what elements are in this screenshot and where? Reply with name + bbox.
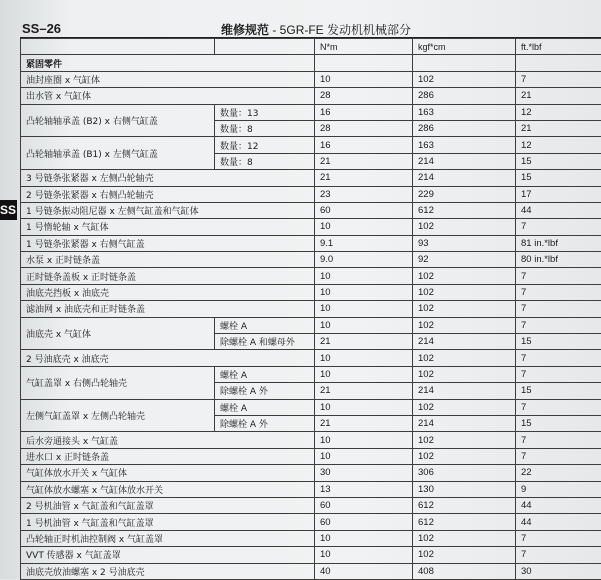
table-row	[21, 284, 601, 300]
part-name: 后水旁通接头 x 气缸盖	[21, 432, 315, 448]
torque-nm: 10	[315, 547, 413, 563]
torque-kgf: 286	[413, 88, 516, 104]
table-row	[21, 252, 601, 268]
torque-nm: 13	[315, 481, 413, 497]
torque-kgf: 214	[413, 334, 516, 350]
title-bold: 维修规范	[221, 23, 269, 37]
part-name: 油封座圈 x 气缸体	[21, 71, 315, 87]
torque-kgf: 163	[413, 137, 516, 153]
torque-nm: 10	[315, 399, 413, 415]
torque-kgf: 102	[413, 317, 516, 333]
torque-kgf: 130	[413, 481, 516, 497]
group-label: 紧固零件	[21, 55, 315, 71]
table-row	[21, 170, 601, 186]
table-row	[21, 530, 601, 546]
torque-kgf: 214	[413, 153, 516, 169]
torque-ft: 7	[516, 366, 601, 382]
part-name: 出水管 x 气缸体	[21, 88, 315, 104]
torque-kgf: 102	[413, 350, 516, 366]
torque-kgf: 102	[413, 448, 516, 464]
table-row	[21, 317, 601, 333]
part-name: 正时链条盖板 x 正时链条盖	[21, 268, 315, 284]
part-name: 凸轮轴正时机油控制阀 x 气缸盖罩	[21, 530, 315, 546]
part-name: 凸轮轴轴承盖 (B2) x 右侧气缸盖	[21, 104, 215, 137]
table-row	[21, 186, 601, 202]
sub-spec: 数量：8	[215, 120, 315, 136]
torque-kgf: 102	[413, 284, 516, 300]
torque-kgf: 214	[413, 170, 516, 186]
torque-nm: 10	[315, 219, 413, 235]
torque-ft: 21	[516, 120, 601, 136]
table-row	[21, 88, 601, 104]
torque-nm: 16	[315, 137, 413, 153]
part-name: 气缸体放水开关 x 气缸体	[21, 465, 315, 481]
torque-nm: 40	[315, 563, 413, 579]
torque-ft: 44	[516, 202, 601, 218]
torque-nm: 21	[315, 170, 413, 186]
torque-ft: 7	[516, 530, 601, 546]
torque-ft: 44	[516, 497, 601, 513]
torque-ft: 7	[516, 268, 601, 284]
table-row	[21, 202, 601, 218]
sub-spec: 螺栓 A	[215, 399, 315, 415]
table-row	[21, 448, 601, 464]
table-header-row	[21, 39, 601, 55]
part-name: 1 号惰轮轴 x 气缸体	[21, 219, 315, 235]
title-rest: - 5GR-FE 发动机机械部分	[269, 23, 411, 37]
blank-cell	[315, 55, 413, 71]
sub-spec: 数量：13	[215, 104, 315, 120]
torque-ft: 7	[516, 219, 601, 235]
torque-ft: 7	[516, 399, 601, 415]
sub-spec: 螺栓 A	[215, 317, 315, 333]
torque-nm: 21	[315, 334, 413, 350]
part-name: 油底壳 x 气缸体	[21, 317, 215, 350]
column-header-nm: N*m	[315, 39, 413, 55]
part-name: VVT 传感器 x 气缸盖罩	[21, 547, 315, 563]
torque-nm: 28	[315, 88, 413, 104]
table-row	[21, 137, 601, 153]
part-name: 1 号链条张紧器 x 右侧气缸盖	[21, 235, 315, 251]
part-name: 3 号链条张紧器 x 左侧凸轮轴壳	[21, 170, 315, 186]
torque-kgf: 102	[413, 432, 516, 448]
part-name: 气缸盖罩 x 右侧凸轮轴壳	[21, 366, 215, 399]
torque-kgf: 286	[413, 120, 516, 136]
torque-kgf: 214	[413, 383, 516, 399]
table-row	[21, 350, 601, 366]
torque-kgf: 102	[413, 219, 516, 235]
torque-nm: 60	[315, 514, 413, 530]
torque-nm: 23	[315, 186, 413, 202]
page-code: SS–26	[22, 21, 61, 36]
sub-spec: 除螺栓 A 和螺母外	[215, 334, 315, 350]
table-row	[21, 366, 601, 382]
sub-spec: 螺栓 A	[215, 366, 315, 382]
torque-ft: 17	[516, 186, 601, 202]
torque-nm: 21	[315, 153, 413, 169]
table-row	[21, 399, 601, 415]
torque-nm: 10	[315, 366, 413, 382]
torque-nm: 21	[315, 415, 413, 431]
torque-ft: 15	[516, 383, 601, 399]
table-row	[21, 563, 601, 579]
torque-kgf: 408	[413, 563, 516, 579]
torque-ft: 7	[516, 432, 601, 448]
header-blank-cell	[21, 39, 215, 55]
column-header-ft: ft.*lbf	[516, 39, 601, 55]
torque-ft: 7	[516, 317, 601, 333]
torque-kgf: 92	[413, 252, 516, 268]
torque-ft: 30	[516, 563, 601, 579]
table-row	[21, 301, 601, 317]
torque-kgf: 214	[413, 415, 516, 431]
header-blank-cell	[215, 39, 315, 55]
table-row	[21, 235, 601, 251]
part-name: 2 号机油管 x 气缸盖和气缸盖罩	[21, 497, 315, 513]
part-name: 1 号链条振动阻尼器 x 左侧气缸盖和气缸体	[21, 202, 315, 218]
sub-spec: 数量：8	[215, 153, 315, 169]
section-tab-marker: SS	[0, 200, 17, 220]
table-row	[21, 547, 601, 563]
torque-kgf: 163	[413, 104, 516, 120]
torque-ft: 15	[516, 170, 601, 186]
torque-kgf: 102	[413, 530, 516, 546]
torque-kgf: 612	[413, 497, 516, 513]
table-row	[21, 432, 601, 448]
torque-nm: 16	[315, 104, 413, 120]
torque-ft: 15	[516, 334, 601, 350]
sub-spec: 数量：12	[215, 137, 315, 153]
part-name: 滤油网 x 油底壳和正时链条盖	[21, 301, 315, 317]
torque-nm: 21	[315, 383, 413, 399]
group-row	[21, 55, 601, 71]
torque-nm: 28	[315, 120, 413, 136]
torque-ft: 7	[516, 547, 601, 563]
torque-nm: 10	[315, 530, 413, 546]
torque-ft: 15	[516, 153, 601, 169]
torque-ft: 80 in.*lbf	[516, 252, 601, 268]
torque-kgf: 102	[413, 547, 516, 563]
torque-ft: 7	[516, 71, 601, 87]
torque-ft: 15	[516, 415, 601, 431]
torque-ft: 7	[516, 301, 601, 317]
torque-kgf: 102	[413, 268, 516, 284]
part-name: 油底壳放油螺塞 x 2 号油底壳	[21, 563, 315, 579]
sub-spec: 除螺栓 A 外	[215, 383, 315, 399]
torque-nm: 30	[315, 465, 413, 481]
part-name: 2 号链条张紧器 x 右侧凸轮轴壳	[21, 186, 315, 202]
torque-kgf: 229	[413, 186, 516, 202]
torque-nm: 9.0	[315, 252, 413, 268]
torque-ft: 44	[516, 514, 601, 530]
table-row	[21, 481, 601, 497]
torque-kgf: 102	[413, 71, 516, 87]
table-row	[21, 219, 601, 235]
torque-nm: 10	[315, 317, 413, 333]
torque-nm: 10	[315, 71, 413, 87]
blank-cell	[516, 55, 601, 71]
torque-kgf: 102	[413, 366, 516, 382]
torque-nm: 60	[315, 202, 413, 218]
torque-nm: 60	[315, 497, 413, 513]
torque-ft: 7	[516, 350, 601, 366]
table-row	[21, 268, 601, 284]
torque-ft: 7	[516, 284, 601, 300]
part-name: 气缸体放水螺塞 x 气缸体放水开关	[21, 481, 315, 497]
torque-kgf: 93	[413, 235, 516, 251]
torque-ft: 81 in.*lbf	[516, 235, 601, 251]
page-title	[221, 21, 411, 38]
torque-nm: 10	[315, 301, 413, 317]
torque-nm: 10	[315, 350, 413, 366]
table-row	[21, 104, 601, 120]
table-row	[21, 71, 601, 87]
column-header-kgf: kgf*cm	[413, 39, 516, 55]
part-name: 左侧气缸盖罩 x 左侧凸轮轴壳	[21, 399, 215, 432]
torque-ft: 12	[516, 137, 601, 153]
torque-kgf: 102	[413, 399, 516, 415]
part-name: 水泵 x 正时链条盖	[21, 252, 315, 268]
torque-kgf: 612	[413, 514, 516, 530]
part-name: 2 号油底壳 x 油底壳	[21, 350, 315, 366]
table-row	[21, 514, 601, 530]
torque-ft: 7	[516, 448, 601, 464]
table-row	[21, 465, 601, 481]
torque-spec-table	[20, 38, 601, 580]
part-name: 油底壳挡板 x 油底壳	[21, 284, 315, 300]
torque-ft: 22	[516, 465, 601, 481]
torque-ft: 9	[516, 481, 601, 497]
torque-ft: 12	[516, 104, 601, 120]
sub-spec: 除螺栓 A 外	[215, 415, 315, 431]
part-name: 凸轮轴轴承盖 (B1) x 左侧气缸盖	[21, 137, 215, 170]
torque-ft: 21	[516, 88, 601, 104]
torque-nm: 9.1	[315, 235, 413, 251]
torque-nm: 10	[315, 448, 413, 464]
table-row	[21, 497, 601, 513]
part-name: 进水口 x 正时链条盖	[21, 448, 315, 464]
torque-nm: 10	[315, 284, 413, 300]
torque-kgf: 306	[413, 465, 516, 481]
torque-kgf: 102	[413, 301, 516, 317]
part-name: 1 号机油管 x 气缸盖和气缸盖罩	[21, 514, 315, 530]
torque-kgf: 612	[413, 202, 516, 218]
blank-cell	[413, 55, 516, 71]
torque-nm: 10	[315, 268, 413, 284]
torque-nm: 10	[315, 432, 413, 448]
